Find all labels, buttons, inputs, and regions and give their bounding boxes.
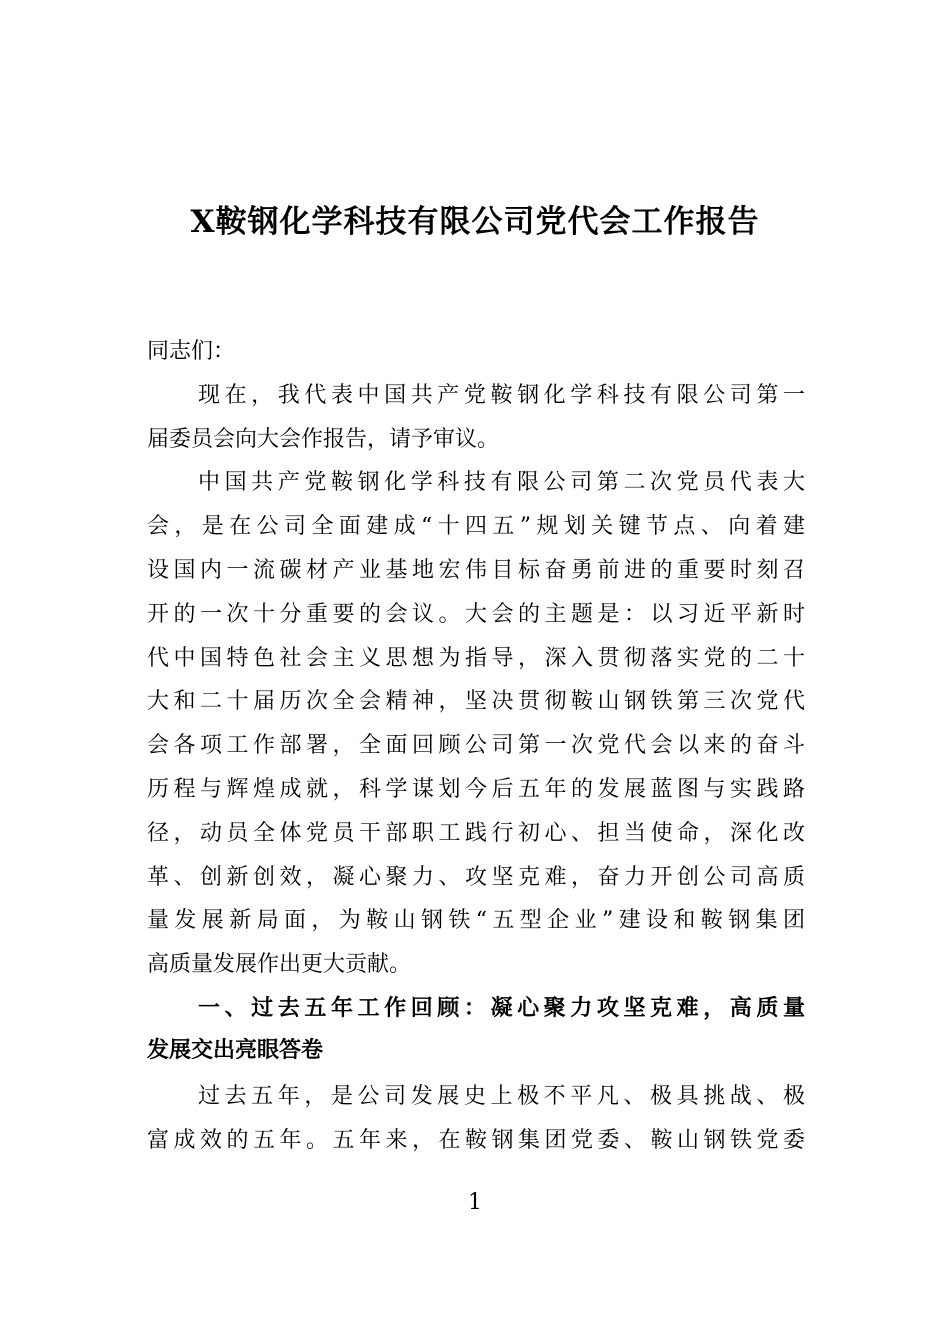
paragraph-line: 大和二十届历次全会精神，坚决贯彻鞍山钢铁第三次党代 (147, 689, 805, 715)
paragraph-line: 中国共产党鞍钢化学科技有限公司第二次党员代表大 (198, 470, 805, 496)
paragraph-line: 革、创新创效，凝心聚力、攻坚克难，奋力开创公司高质 (147, 864, 805, 890)
paragraph-line: 届委员会向大会作报告，请予审议。 (147, 426, 500, 452)
salutation: 同志们： (147, 339, 236, 364)
section-heading-line: 发展交出亮眼答卷 (147, 1037, 324, 1063)
paragraph-line: 过去五年，是公司发展史上极不平凡、极具挑战、极 (198, 1083, 805, 1109)
paragraph-line: 径，动员全体党员干部职工践行初心、担当使命，深化改 (147, 820, 805, 846)
paragraph-line: 开的一次十分重要的会议。大会的主题是：以习近平新时 (147, 601, 805, 627)
document-body (147, 330, 805, 1163)
paragraph-line: 设国内一流碳材产业基地宏伟目标奋勇前进的重要时刻召 (147, 557, 805, 583)
paragraph-line: 会，是在公司全面建成“十四五”规划关键节点、向着建 (147, 514, 805, 540)
page-number: 1 (468, 1190, 482, 1215)
section-heading-line: 一、过去五年工作回顾：凝心聚力攻坚克难，高质量 (198, 995, 805, 1021)
paragraph-line: 量发展新局面，为鞍山钢铁“五型企业”建设和鞍钢集团 (147, 908, 805, 934)
paragraph-line: 会各项工作部署，全面回顾公司第一次党代会以来的奋斗 (147, 733, 805, 759)
document-title: X鞍钢化学科技有限公司党代会工作报告 (190, 204, 760, 240)
paragraph-line: 代中国特色社会主义思想为指导，深入贯彻落实党的二十 (147, 645, 805, 671)
paragraph-line: 历程与辉煌成就，科学谋划今后五年的发展蓝图与实践路 (147, 776, 805, 802)
paragraph-line: 现在，我代表中国共产党鞍钢化学科技有限公司第一 (198, 382, 805, 408)
paragraph-line: 富成效的五年。五年来，在鞍钢集团党委、鞍山钢铁党委 (147, 1127, 805, 1153)
paragraph-line: 高质量发展作出更大贡献。 (147, 952, 412, 978)
